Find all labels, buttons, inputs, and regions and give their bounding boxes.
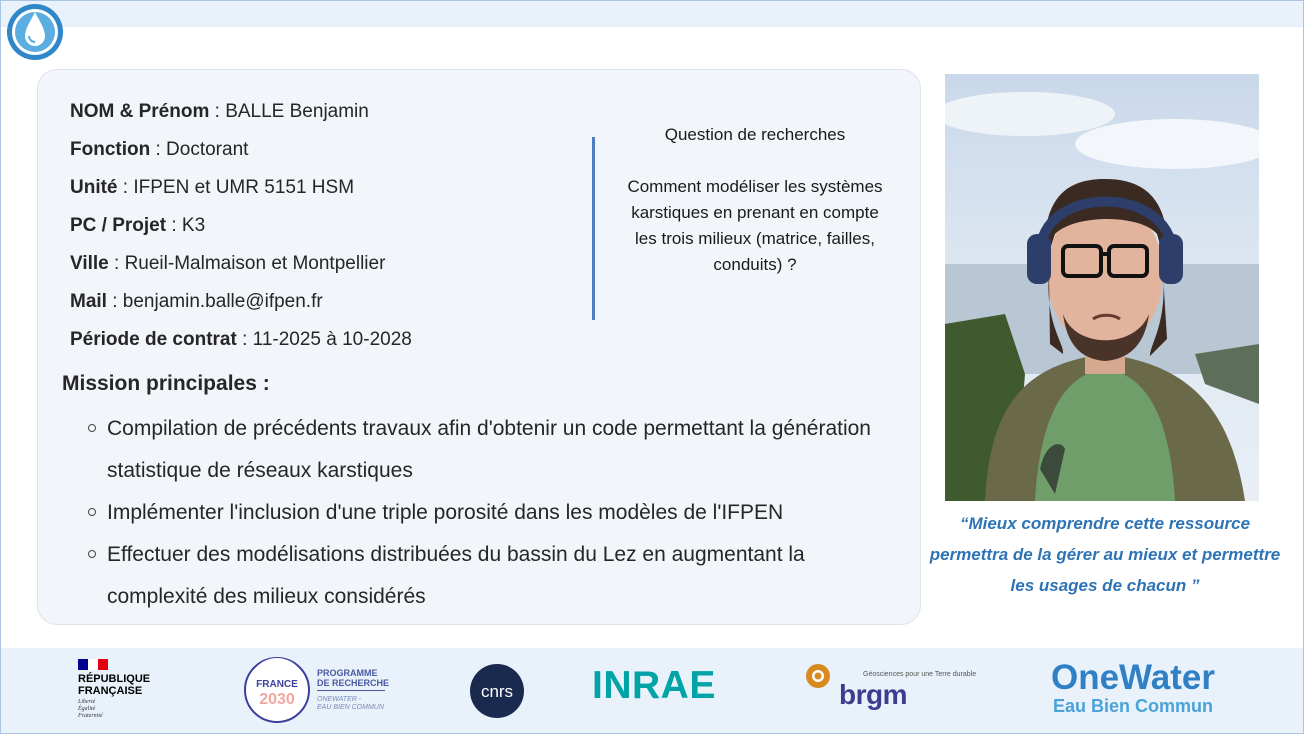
republique-francaise-logo [78, 659, 150, 720]
mission-item: Effectuer des modélisations distribuées du bassin du Lez en augmentant la complexité des milieux considérés [88, 534, 888, 618]
motto-fraternite: Fraternité [78, 713, 103, 719]
onewater-logo [1028, 660, 1238, 716]
research-question-block [620, 122, 890, 278]
brgm-name: brgm [839, 679, 907, 710]
field-project: PC / Projet : K3 [70, 215, 206, 236]
onewater-subtitle: Eau Bien Commun [1052, 696, 1213, 716]
field-function: Fonction : Doctorant [70, 139, 249, 160]
divider-line [592, 137, 595, 320]
inrae-logo: INRAE [592, 664, 716, 707]
svg-text:2030: 2030 [259, 691, 295, 708]
field-unit: Unité : IFPEN et UMR 5151 HSM [70, 177, 355, 198]
missions-list [88, 408, 888, 618]
programme-divider [317, 690, 385, 691]
research-question-text: Comment modéliser les systèmes karstiques en prenant en compte les trois milieux (matrice, failles, conduits) ? [627, 177, 883, 274]
field-city: Ville : Rueil-Malmaison et Montpellier [70, 253, 386, 274]
research-question-title: Question de recherches [664, 125, 846, 144]
french-flag-icon [78, 659, 108, 670]
mission-item: Implémenter l'inclusion d'une triple porosité dans les modèles de l'IFPEN [88, 492, 888, 534]
circle-bullet-icon [88, 550, 96, 558]
svg-text:FRANCE: FRANCE [256, 679, 298, 690]
programme-recherche-text: PROGRAMME DE RECHERCHE ONEWATER - EAU BIEN COMMUN [317, 668, 390, 711]
republique-line1: RÉPUBLIQUE [78, 673, 151, 685]
brgm-logo [805, 661, 977, 719]
brgm-tagline: Géosciences pour une Terre durable [863, 671, 977, 678]
field-mail: Mail : benjamin.balle@ifpen.fr [70, 291, 323, 312]
profile-photo [945, 74, 1259, 501]
brgm-emblem-icon [805, 663, 831, 689]
france-2030-logo [243, 656, 311, 724]
republique-line2: FRANÇAISE [78, 685, 143, 697]
mission-item: Compilation de précédents travaux afin d'obtenir un code permettant la génération statistique de réseaux karstiques [88, 408, 888, 492]
water-drop-icon [5, 2, 65, 62]
missions-title: Mission principales : [62, 372, 270, 395]
field-name: NOM & Prénom : BALLE Benjamin [70, 101, 369, 122]
field-contract-period: Période de contrat : 11-2025 à 10-2028 [70, 329, 412, 350]
cnrs-logo [469, 663, 525, 719]
top-bar [1, 1, 1303, 27]
svg-text:cnrs: cnrs [480, 682, 514, 701]
quote-text: “Mieux comprendre cette ressource permettra de la gérer au mieux et permettre les usages de chacun ” [929, 514, 1281, 595]
circle-bullet-icon [88, 508, 96, 516]
motto-liberte: Liberté [78, 699, 96, 705]
circle-bullet-icon [88, 424, 96, 432]
onewater-name: OneWater [1050, 658, 1215, 697]
motto-egalite: Égalité [78, 706, 96, 712]
